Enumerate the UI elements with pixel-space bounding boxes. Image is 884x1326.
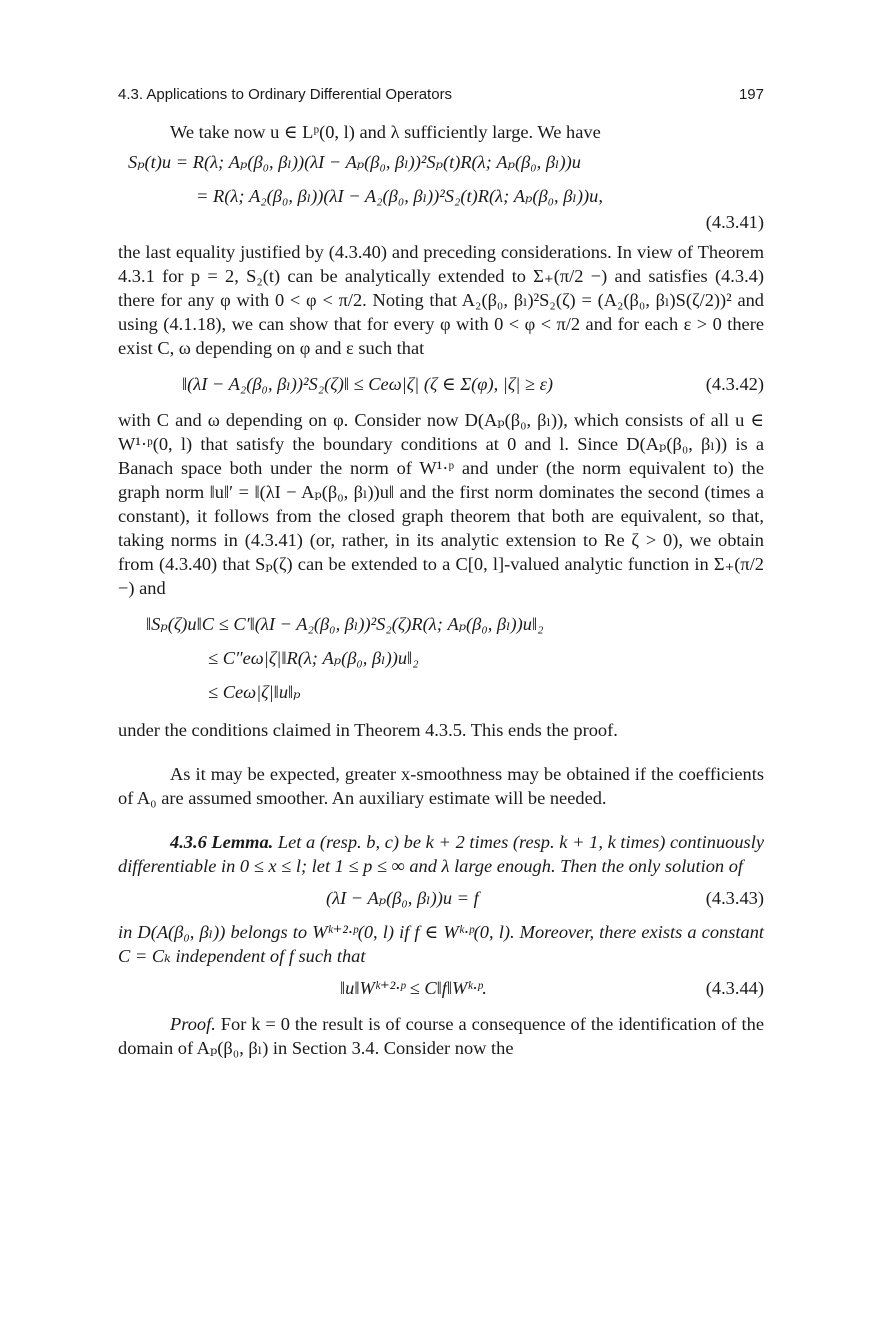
inequality-text: ≤ C″eω|ζ|‖R(λ; Aₚ(β₀, βₗ))u‖₂ [208, 648, 419, 668]
paragraph-intro: We take now u ∈ Lᵖ(0, l) and λ sufficiently large. We have [170, 122, 601, 142]
proof-paragraph [118, 1012, 764, 1060]
equation-4-3-42 [118, 372, 764, 404]
proof-heading: Proof. [170, 1014, 216, 1034]
equation-tag: (4.3.41) [705, 212, 764, 232]
page-number: 197 [738, 86, 764, 103]
equation-text: ‖(λI − A₂(β₀, βₗ))²S₂(ζ)‖ ≤ Ceω|ζ| (ζ ∈ Σ(φ), |ζ| ≥ ε) [182, 374, 553, 394]
equation-4-3-43 [118, 886, 764, 914]
equation-4-3-41-line2 [118, 184, 764, 210]
equation-text: = R(λ; A₂(β₀, βₗ))(λI − A₂(β₀, βₗ))²S₂(t)R(λ; Aₚ(β₀, βₗ))u, [196, 186, 603, 206]
inequality-line3 [118, 680, 764, 710]
equation-4-3-41-tag-line [118, 210, 764, 236]
equation-text: (λI − Aₚ(β₀, βₗ))u = f [326, 888, 479, 908]
lemma-4-3-6 [118, 830, 764, 878]
paragraph-justification: the last equality justified by (4.3.40) and preceding considerations. In view of Theorem 4.3.1 for p = 2, S₂(t) can be analytically extended to Σ₊(π/2 −) and satisfies (4.3.4) there for any φ with 0 < φ < π/2. Noting that A₂(β₀, βₗ)²S₂(ζ) = (A₂(β₀, βₗ)S(ζ/2))² and using (4.1.18), we can show that for every φ with 0 < φ < π/2 and for each ε > 0 there exist C, ω depending on φ and ε such that [118, 242, 764, 358]
proof-text: For k = 0 the result is of course a consequence of the identification of the domain of Aₚ(β₀, βₗ) in Section 3.4. Consider now the [118, 1014, 764, 1058]
section-title: 4.3. Applications to Ordinary Differential Operators [118, 86, 453, 103]
paragraph-end-proof: under the conditions claimed in Theorem 4.3.5. This ends the proof. [118, 720, 618, 740]
inequality-text: ≤ Ceω|ζ|‖u‖ₚ [208, 682, 301, 702]
equation-tag: (4.3.44) [705, 978, 764, 998]
equation-4-3-41-line1 [118, 150, 764, 176]
inequality-line1 [118, 612, 764, 642]
equation-4-3-44 [118, 976, 764, 1004]
inequality-line2 [118, 646, 764, 676]
equation-tag: (4.3.42) [705, 374, 764, 394]
paragraph-smoothness: As it may be expected, greater x-smoothness may be obtained if the coefficients of A₀ are assumed smoother. An auxiliary estimate will be needed. [118, 764, 764, 808]
inequality-text: ‖Sₚ(ζ)u‖C ≤ C′‖(λI − A₂(β₀, βₗ))²S₂(ζ)R(λ; Aₚ(β₀, βₗ))u‖₂ [146, 614, 544, 634]
equation-tag: (4.3.43) [705, 888, 764, 908]
lemma-continuation: in D(A(β₀, βₗ)) belongs to Wᵏ⁺²·ᵖ(0, l) if f ∈ Wᵏ·ᵖ(0, l). Moreover, there exists a constant C = Cₖ independent of f such that [118, 922, 764, 966]
lemma-statement: Let a (resp. b, c) be k + 2 times (resp. k + 1, k times) continuously differentiable in 0 ≤ x ≤ l; let 1 ≤ p ≤ ∞ and λ large enough. Then the only solution of [118, 832, 764, 876]
paragraph-graph-norm: with C and ω depending on φ. Consider now D(Aₚ(β₀, βₗ)), which consists of all u ∈ W¹·ᵖ(0, l) that satisfy the boundary conditions at 0 and l. Since D(Aₚ(β₀, βₗ)) is a Banach space both under the norm of W¹·ᵖ and under (the norm equivalent to) the graph norm ‖u‖′ = ‖(λI − Aₚ(β₀, βₗ))u‖ and the first norm dominates the second (times a constant), it follows from the closed graph theorem that both are equivalent, so that, taking norms in (4.3.41) (or, rather, in its analytic extension to Re ζ > 0), we obtain from (4.3.40) that Sₚ(ζ) can be extended to a C[0, l]-valued analytic function in Σ₊(π/2 −) and [118, 410, 764, 598]
equation-text: Sₚ(t)u = R(λ; Aₚ(β₀, βₗ))(λI − Aₚ(β₀, βₗ))²Sₚ(t)R(λ; Aₚ(β₀, βₗ))u [128, 152, 581, 172]
body-text [118, 114, 764, 1060]
equation-text: ‖u‖Wᵏ⁺²·ᵖ ≤ C‖f‖Wᵏ·ᵖ. [340, 978, 487, 998]
lemma-heading: 4.3.6 Lemma. [170, 832, 274, 852]
